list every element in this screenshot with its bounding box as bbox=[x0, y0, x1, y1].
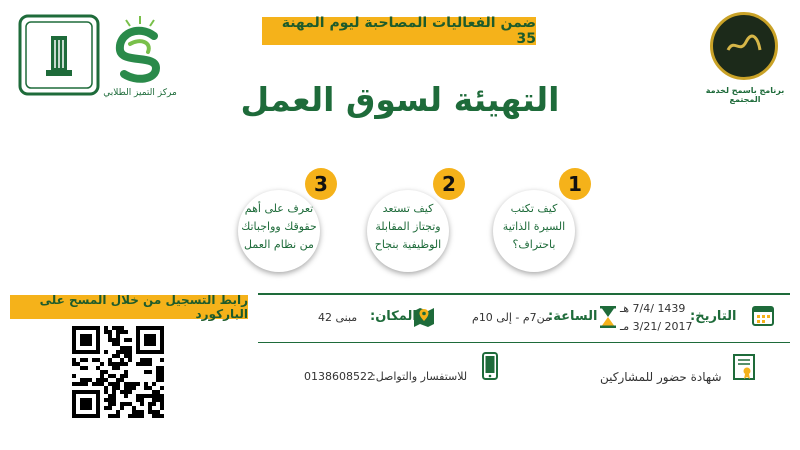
qr-code-icon bbox=[72, 326, 164, 418]
step-3-line-3: من نظام العمل bbox=[244, 238, 314, 251]
event-banner: ضمن الفعاليات المصاحبة ليوم المهنة 35 bbox=[262, 17, 536, 45]
step-3-number: 3 bbox=[305, 168, 337, 200]
step-1-number: 1 bbox=[559, 168, 591, 200]
date-gregorian: 2017 /3/21 مـ bbox=[620, 320, 693, 333]
page-title: التهيئة لسوق العمل bbox=[240, 80, 560, 119]
excellence-logo-caption: مركز التميز الطلابي bbox=[103, 88, 177, 98]
excellence-logo-icon bbox=[100, 14, 180, 86]
step-2-number: 2 bbox=[433, 168, 465, 200]
step-1-line-3: باحتراف؟ bbox=[512, 238, 556, 251]
step-3-text bbox=[236, 200, 322, 254]
certificate-text: شهادة حضور للمشاركين bbox=[600, 370, 722, 384]
step-2-line-1: كيف تستعد bbox=[382, 202, 434, 215]
registration-qr-code[interactable] bbox=[72, 326, 164, 418]
time-label: الساعة: bbox=[548, 309, 598, 324]
time-value: من7م - إلى 10م bbox=[472, 311, 551, 324]
hourglass-icon bbox=[600, 306, 616, 332]
place-value: مبنى 42 bbox=[318, 311, 358, 324]
step-2-text bbox=[364, 200, 452, 254]
certificate-icon bbox=[733, 354, 755, 384]
date-hijri: 1439 /7/4 هـ bbox=[620, 302, 686, 315]
step-2-line-3: الوظيفية بنجاح bbox=[374, 238, 442, 251]
place-label: المكان: bbox=[370, 309, 417, 324]
phone-icon bbox=[482, 352, 498, 384]
info-top-divider bbox=[258, 293, 790, 295]
program-logo-caption: برنامج باسمح لخدمة المجتمع bbox=[705, 86, 785, 104]
student-excellence-logo bbox=[100, 14, 180, 104]
date-label: التاريخ: bbox=[690, 309, 737, 324]
step-1-line-2: السيرة الذاتية bbox=[502, 220, 566, 233]
contact-label: للاستفسار والتواصل: bbox=[372, 370, 468, 383]
program-seal-icon bbox=[710, 12, 778, 80]
step-3-line-1: تعرف على أهم bbox=[244, 202, 314, 215]
step-1-line-1: كيف تكتب bbox=[510, 202, 558, 215]
info-middle-divider bbox=[258, 342, 790, 343]
calendar-icon bbox=[752, 304, 774, 330]
community-program-logo bbox=[700, 8, 790, 104]
step-2-line-2: وتجتاز المقابلة bbox=[375, 220, 441, 233]
university-seal-icon bbox=[18, 14, 100, 96]
step-3-line-2: حقوقك وواجباتك bbox=[241, 220, 317, 233]
qr-caption: رابط التسجيل من خلال المسح على الباركورد bbox=[10, 295, 248, 319]
contact-phone[interactable]: 0138608522 bbox=[304, 370, 374, 383]
step-1-text bbox=[493, 200, 575, 254]
university-logo bbox=[18, 14, 100, 96]
